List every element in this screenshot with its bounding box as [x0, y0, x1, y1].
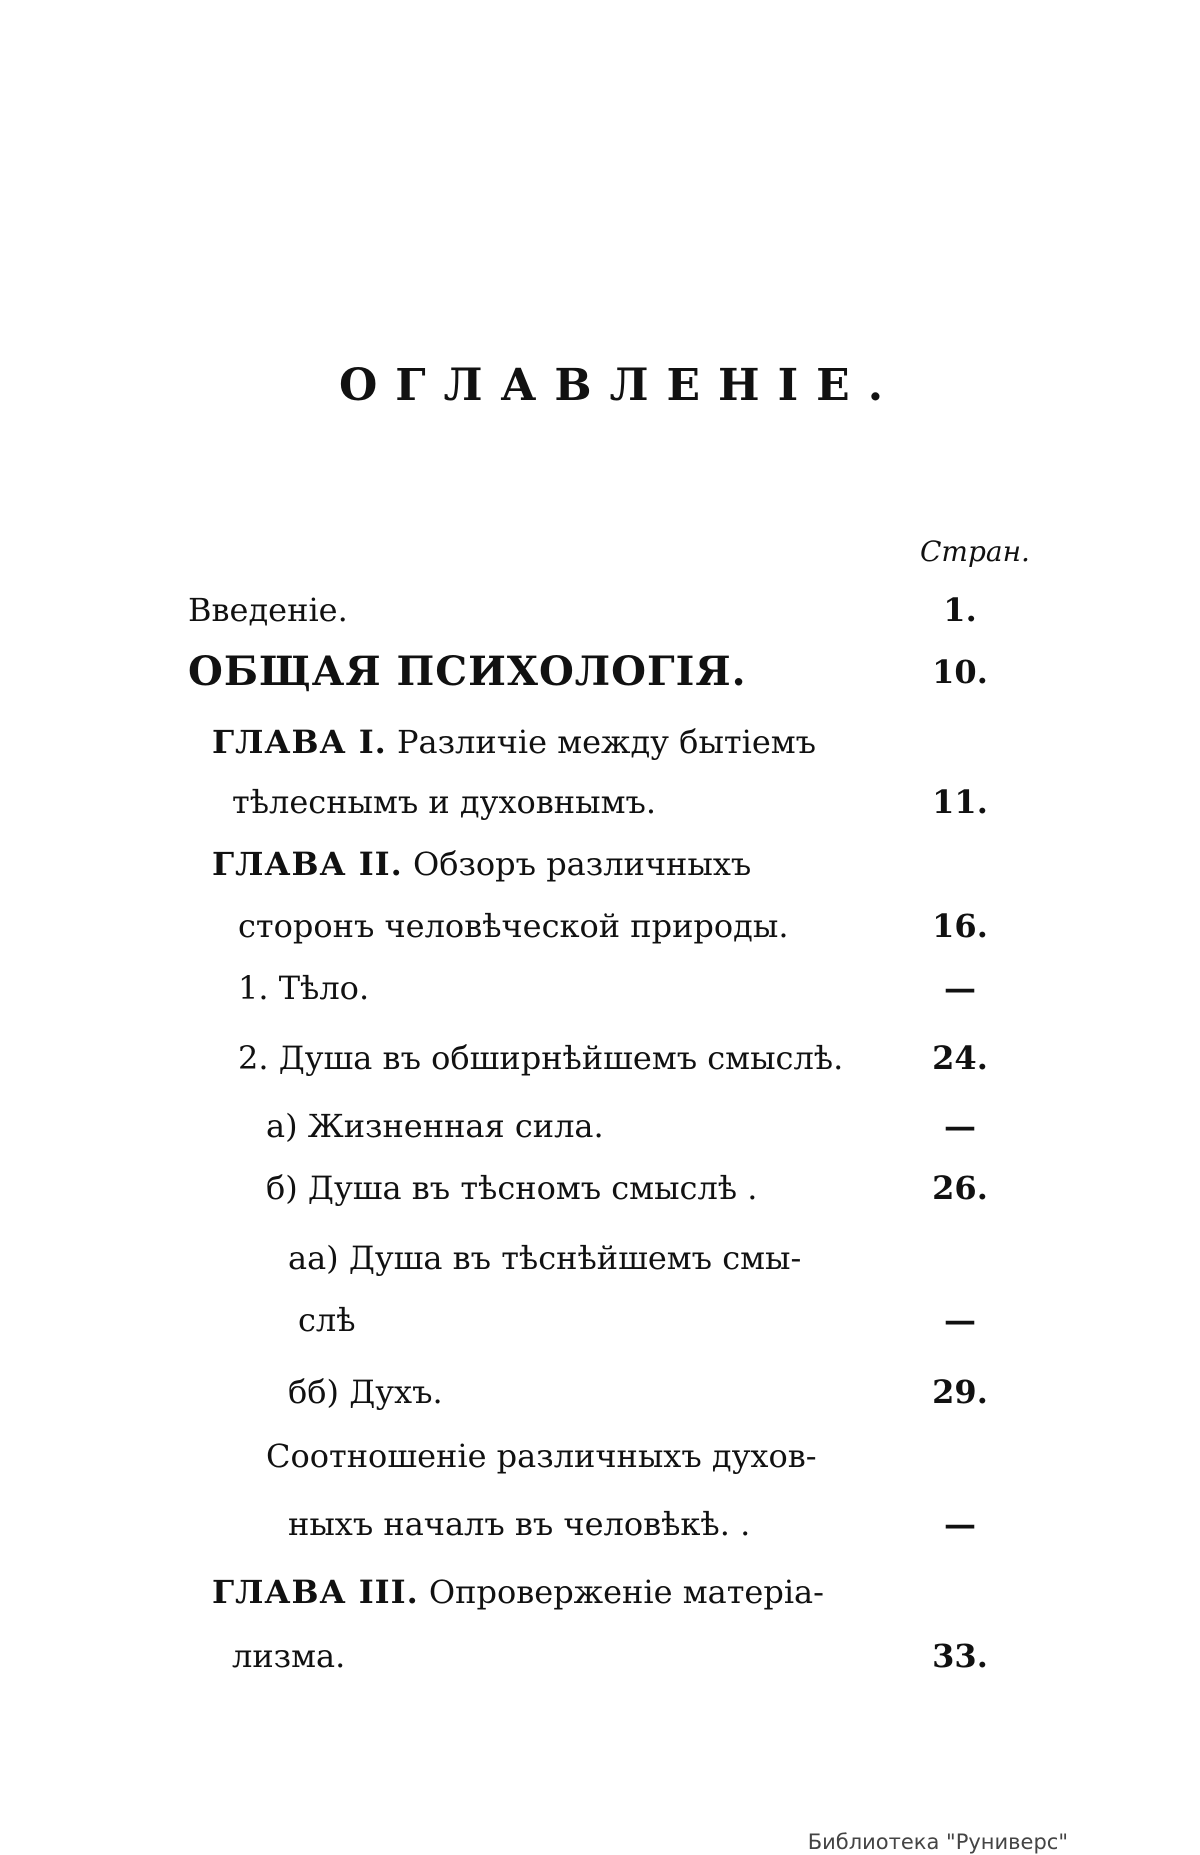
- toc-entry-page: 10.: [932, 653, 988, 691]
- toc-part-title: ОБЩАЯ ПСИХОЛОГІЯ.: [188, 648, 747, 695]
- page-title: ОГЛАВЛЕНІЕ.: [338, 360, 902, 411]
- toc-entry-page: —: [944, 1107, 976, 1145]
- toc-entry: [0, 1290, 1200, 1350]
- toc-entry-page: 24.: [932, 1039, 988, 1077]
- toc-entry-page: 1.: [943, 591, 977, 629]
- toc-entry-text: б) Душа въ тѣсномъ смыслѣ .: [266, 1169, 758, 1207]
- toc-entry-page: 26.: [932, 1169, 988, 1207]
- toc-entry-text: а) Жизненная сила.: [266, 1107, 604, 1145]
- toc-entry-text: ныхъ началъ въ человѣкѣ. .: [288, 1505, 751, 1543]
- toc-part: [0, 642, 1200, 702]
- toc-entry-text: тѣлеснымъ и духовнымъ.: [232, 783, 656, 821]
- toc-entry-text: 1. Тѣло.: [238, 969, 370, 1007]
- toc-entry-text: слѣ: [298, 1301, 356, 1339]
- chapter-label: ГЛАВА III.: [212, 1573, 419, 1611]
- toc-entry: [0, 958, 1200, 1018]
- toc-entry-page: 29.: [932, 1373, 988, 1411]
- toc-entry-page: 33.: [932, 1637, 988, 1675]
- toc-entry: [0, 1158, 1200, 1218]
- toc-chapter: [0, 834, 1200, 894]
- toc-entry-text: аа) Душа въ тѣснѣйшемъ смы-: [288, 1239, 802, 1277]
- toc-entry-page: 16.: [932, 907, 988, 945]
- toc-entry: [0, 1494, 1200, 1554]
- toc-entry-text: бб) Духъ.: [288, 1373, 443, 1411]
- toc-entry-text: Обзоръ различныхъ: [412, 845, 752, 883]
- toc-entry-text: Введеніе.: [188, 591, 348, 629]
- page-column-header: Стран.: [920, 535, 1030, 568]
- toc-chapter: [0, 1562, 1200, 1622]
- toc-entry-text: 2. Душа въ обширнѣйшемъ смыслѣ.: [238, 1039, 844, 1077]
- toc-entry-page: —: [944, 1505, 976, 1543]
- toc-entry-text: Соотношеніе различныхъ духов-: [266, 1437, 817, 1475]
- toc-entry-text: лизма.: [232, 1637, 346, 1675]
- toc-entry: [0, 772, 1200, 832]
- toc-entry: [0, 580, 1200, 640]
- toc-entry-text: Различіе между бытіемъ: [396, 723, 817, 761]
- toc-entry-page: —: [944, 969, 976, 1007]
- toc-chapter: [0, 712, 1200, 772]
- chapter-label: ГЛАВА II.: [212, 845, 403, 883]
- toc-entry-text: Опроверженіе матеріа-: [428, 1573, 824, 1611]
- toc-entry: [0, 1362, 1200, 1422]
- toc-entry-page: —: [944, 1301, 976, 1339]
- toc-entry-page: 11.: [932, 783, 988, 821]
- toc-entry: [0, 1028, 1200, 1088]
- toc-entry-text: сторонъ человѣческой природы.: [238, 907, 789, 945]
- toc-entry: [0, 1626, 1200, 1686]
- toc-entry: [0, 1228, 1200, 1288]
- toc-entry: [0, 1426, 1200, 1486]
- chapter-label: ГЛАВА I.: [212, 723, 387, 761]
- library-watermark: Библиотека "Руниверс": [807, 1830, 1068, 1854]
- toc-entry: [0, 1096, 1200, 1156]
- toc-entry: [0, 896, 1200, 956]
